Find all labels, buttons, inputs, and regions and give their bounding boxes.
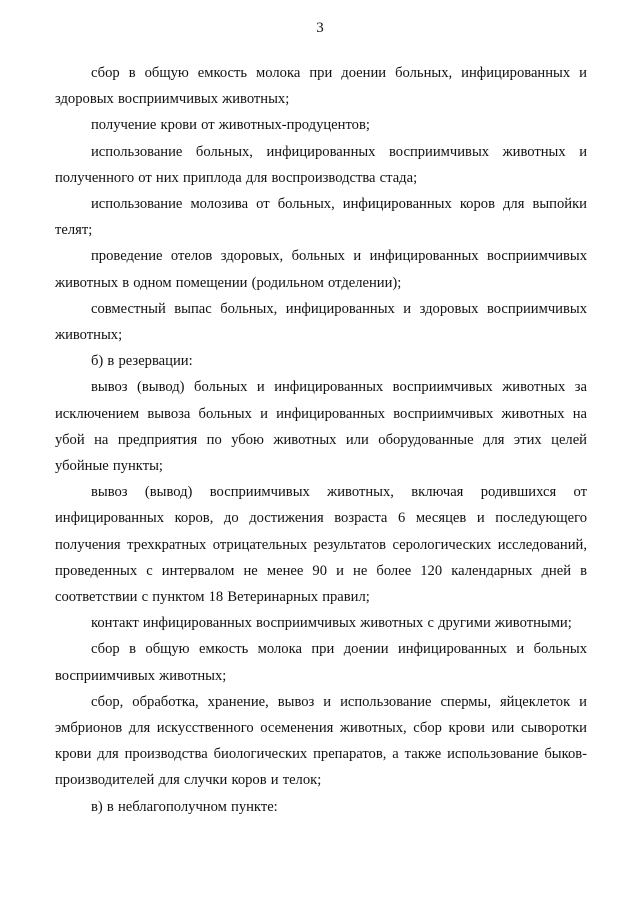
section-heading-unfavorable-point: в) в неблагополучном пункте: xyxy=(91,798,278,815)
section-heading-reservation: б) в резервации: xyxy=(91,353,193,370)
paragraph-sperm-embryos: сбор, обработка, хранение, вывоз и использование спермы, яйцеклеток и эмбрионов для искусственного осеменения животных, сбор крови или сыворотки крови для производства биологических препаратов, а также использование быков-производителей для случки коров и телок; xyxy=(55,693,587,789)
page-number: 3 xyxy=(316,20,324,36)
paragraph-milk-collection: сбор в общую емкость молока при доении больных, инфицированных и здоровых восприимчивых животных; xyxy=(55,65,587,108)
paragraph-contact: контакт инфицированных восприимчивых животных с другими животными; xyxy=(91,615,572,632)
document-body xyxy=(55,60,587,820)
paragraph-calving: проведение отелов здоровых, больных и инфицированных восприимчивых животных в одном помещении (родильном отделении); xyxy=(55,248,587,291)
paragraph-animal-removal: вывоз (вывод) больных и инфицированных восприимчивых животных за исключением вывоза больных и инфицированных восприимчивых животных на убой на предприятия по убою животных или оборудованные для этих целей убойные пункты; xyxy=(55,379,587,475)
paragraph-young-animal-removal: вывоз (вывод) восприимчивых животных, включая родившихся от инфицированных коров, до достижения возраста 6 месяцев и последующего получения трехкратных отрицательных результатов серологических исследований, проведенных с интервалом не менее 90 и не более 120 календарных дней в соответствии с пунктом 18 Ветеринарных правил; xyxy=(55,484,587,606)
paragraph-blood-collection: получение крови от животных-продуцентов; xyxy=(91,117,370,134)
paragraph-joint-grazing: совместный выпас больных, инфицированных и здоровых восприимчивых животных; xyxy=(55,300,587,344)
paragraph-reproduction-use: использование больных, инфицированных восприимчивых животных и полученного от них приплода для воспроизводства стада; xyxy=(55,143,587,186)
paragraph-milk-collection-infected: сбор в общую емкость молока при доении инфицированных и больных восприимчивых животных; xyxy=(55,641,587,684)
paragraph-colostrum-use: использование молозива от больных, инфицированных коров для выпойки телят; xyxy=(55,196,587,239)
